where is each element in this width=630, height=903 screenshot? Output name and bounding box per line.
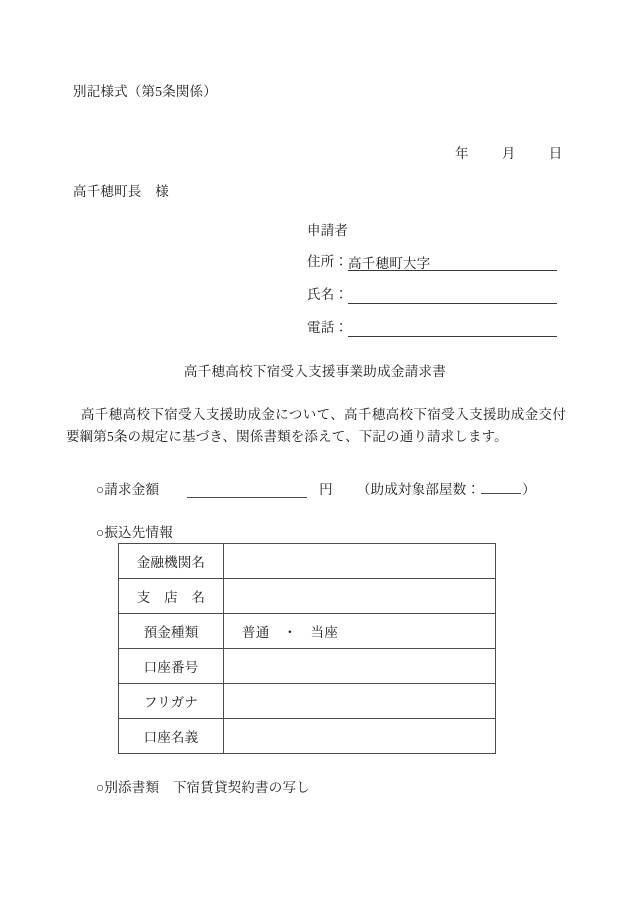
- table-row: [119, 544, 496, 579]
- applicant-phone-row: [307, 315, 557, 337]
- subsidized-rooms-prefix: （助成対象部屋数：: [356, 482, 481, 497]
- claim-amount-unit: 円: [319, 482, 333, 497]
- bank-section-heading: ○振込先情報: [96, 525, 173, 540]
- table-row: [119, 649, 496, 684]
- bank-account-type-options[interactable]: 普通 ・ 当座: [224, 614, 496, 649]
- bank-account-holder-input[interactable]: [224, 719, 496, 754]
- table-row: [119, 579, 496, 614]
- date-day-label: 日: [548, 146, 563, 161]
- attachments-line: ○別添書類 下宿賃貸契約書の写し: [96, 780, 310, 795]
- bank-branch-label: 支 店 名: [119, 579, 224, 614]
- applicant-address-label: 住所：: [307, 254, 349, 269]
- bank-furigana-input[interactable]: [224, 684, 496, 719]
- body-paragraph: 高千穂高校下宿受入支援助成金について、高千穂高校下宿受入支援助成金交付要綱第5条の規定に基づき、関係書類を添えて、下記の通り請求します。: [66, 407, 566, 444]
- applicant-address-row: [307, 249, 557, 271]
- applicant-address-input[interactable]: 高千穂町大字: [348, 252, 557, 271]
- claim-amount-row: [96, 478, 536, 498]
- bank-institution-input[interactable]: [224, 544, 496, 579]
- date-year-label: 年: [455, 146, 469, 161]
- applicant-block: [307, 219, 557, 348]
- table-row: [119, 719, 496, 754]
- applicant-name-row: [307, 282, 557, 304]
- subsidized-rooms-suffix: ）: [522, 482, 536, 497]
- bank-account-number-input[interactable]: [224, 649, 496, 684]
- applicant-phone-label: 電話：: [307, 320, 349, 335]
- subsidized-rooms-input[interactable]: [481, 479, 521, 494]
- bank-info-table: [118, 543, 496, 754]
- applicant-name-input[interactable]: [348, 285, 557, 304]
- addressee-line: 高千穂町長 様: [73, 184, 169, 199]
- date-month-label: 月: [501, 146, 516, 161]
- claim-amount-input[interactable]: [187, 482, 307, 498]
- table-row: [119, 684, 496, 719]
- bank-account-type-label: 預金種類: [119, 614, 224, 649]
- date-line: [455, 142, 562, 162]
- applicant-heading: 申請者: [307, 223, 349, 238]
- claim-amount-label: ○請求金額: [96, 482, 160, 497]
- bank-branch-input[interactable]: [224, 579, 496, 614]
- document-title: 高千穂高校下宿受入支援事業助成金請求書: [183, 364, 447, 379]
- bank-furigana-label: フリガナ: [119, 684, 224, 719]
- bank-account-number-label: 口座番号: [119, 649, 224, 684]
- table-row: [119, 614, 496, 649]
- applicant-phone-input[interactable]: [348, 318, 557, 337]
- form-code-label: 別記様式（第5条関係）: [73, 84, 217, 99]
- bank-account-holder-label: 口座名義: [119, 719, 224, 754]
- applicant-name-label: 氏名：: [307, 287, 349, 302]
- bank-institution-label: 金融機関名: [119, 544, 224, 579]
- subsidized-rooms-note: [357, 478, 536, 498]
